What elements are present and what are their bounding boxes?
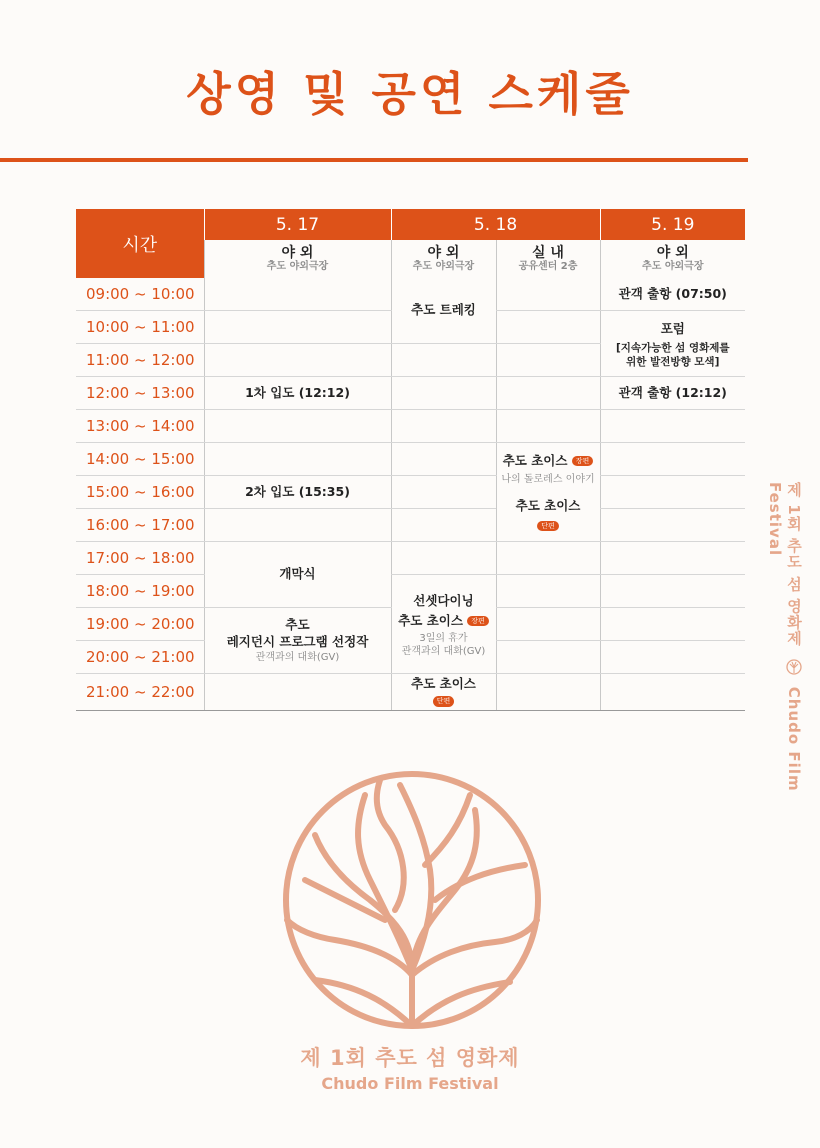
empty-cell [496,344,600,377]
event-short-choice [391,674,496,711]
forum-title: 포럼 [660,320,685,336]
empty-cell [496,410,600,443]
date-header-17: 5. 17 [204,209,391,240]
empty-cell [600,575,745,608]
empty-cell [600,410,745,443]
date-header-18: 5. 18 [391,209,600,240]
empty-cell [600,476,745,509]
film-title: 나의 돌로레스 이야기 [501,473,595,485]
side-label-kr: 제 1회 추도 섬 영화제 [785,482,803,647]
empty-cell [600,674,745,711]
residency-title: 추도 [285,617,310,633]
venue-header: 야 외 추도 야외극장 [204,240,391,278]
empty-cell [496,608,600,641]
feature-badge: 장편 [572,456,594,466]
time-slot: 10:00 ~ 11:00 [76,311,204,344]
event-opening: 개막식 [204,542,391,608]
event-forum [600,311,745,377]
event-indoor-choice [496,443,600,542]
empty-cell [391,377,496,410]
residency-title: 레지던시 프로그램 선정작 [226,634,369,649]
time-slot: 09:00 ~ 10:00 [76,278,204,311]
footer-title-kr: 제 1회 추도 섬 영화제 [300,1046,520,1070]
empty-cell [600,443,745,476]
event-residency [204,608,391,674]
festival-logo [275,770,549,1030]
empty-cell [391,344,496,377]
short-badge: 단편 [537,521,559,531]
forum-subtitle: 위한 발전방향 모색] [626,355,720,368]
choice-short-title: 추도 초이스 [515,497,581,513]
time-slot: 12:00 ~ 13:00 [76,377,204,410]
empty-cell [204,311,391,344]
empty-cell [496,575,600,608]
time-slot: 17:00 ~ 18:00 [76,542,204,575]
event-second-entry: 2차 입도 (15:35) [204,476,391,509]
time-slot: 19:00 ~ 20:00 [76,608,204,641]
empty-cell [600,542,745,575]
event-departure: 관객 출항 (12:12) [600,377,745,410]
empty-cell [600,509,745,542]
gv-note: 관객과의 대화(GV) [255,651,340,663]
leaf-logo-icon [786,659,802,675]
time-slot: 13:00 ~ 14:00 [76,410,204,443]
feature-badge: 장편 [467,616,489,626]
choice-long-line: 추도 초이스 장편 [392,613,496,630]
empty-cell [600,641,745,674]
time-slot: 14:00 ~ 15:00 [76,443,204,476]
empty-cell [391,410,496,443]
choice-short-title: 추도 초이스 [411,676,476,691]
empty-cell [496,278,600,311]
time-slot: 18:00 ~ 19:00 [76,575,204,608]
time-slot: 20:00 ~ 21:00 [76,641,204,674]
gv-note: 관객과의 대화(GV) [401,646,486,658]
choice-long-line: 추도 초이스 장편 [497,453,600,470]
empty-cell [496,674,600,711]
film-title: 3일의 휴가 [419,633,468,645]
empty-cell [496,377,600,410]
empty-cell [496,311,600,344]
schedule-table [76,209,745,711]
empty-cell [496,542,600,575]
page-title: 상영 및 공연 스케줄 [186,67,634,121]
event-trekking: 추도 트레킹 [391,278,496,344]
sunset-dining: 선셋다이닝 [413,592,474,608]
empty-cell [204,674,391,711]
empty-cell [204,278,391,311]
time-slot: 21:00 ~ 22:00 [76,674,204,711]
time-slot: 11:00 ~ 12:00 [76,344,204,377]
empty-cell [204,509,391,542]
title-divider [0,158,748,162]
footer-title-en: Chudo Film Festival [321,1074,499,1093]
short-badge: 단편 [433,696,455,706]
event-departure: 관객 출항 (07:50) [600,278,745,311]
venue-header: 야 외 추도 야외극장 [391,240,496,278]
empty-cell [204,410,391,443]
empty-cell [391,476,496,509]
venue-header: 실 내 공유센터 2층 [496,240,600,278]
empty-cell [600,608,745,641]
forum-subtitle: [지속가능한 섬 영화제를 [615,341,730,354]
time-slot: 15:00 ~ 16:00 [76,476,204,509]
empty-cell [496,641,600,674]
date-header-19: 5. 19 [600,209,745,240]
empty-cell [391,443,496,476]
empty-cell [204,344,391,377]
side-festival-label [766,482,805,852]
empty-cell [391,509,496,542]
side-label-en: Chudo Film Festival [766,482,803,792]
venue-header: 야 외 추도 야외극장 [600,240,745,278]
event-sunset-choice [391,575,496,674]
time-slot: 16:00 ~ 17:00 [76,509,204,542]
event-first-entry: 1차 입도 (12:12) [204,377,391,410]
time-header: 시간 [76,209,204,278]
empty-cell [204,443,391,476]
empty-cell [391,542,496,575]
